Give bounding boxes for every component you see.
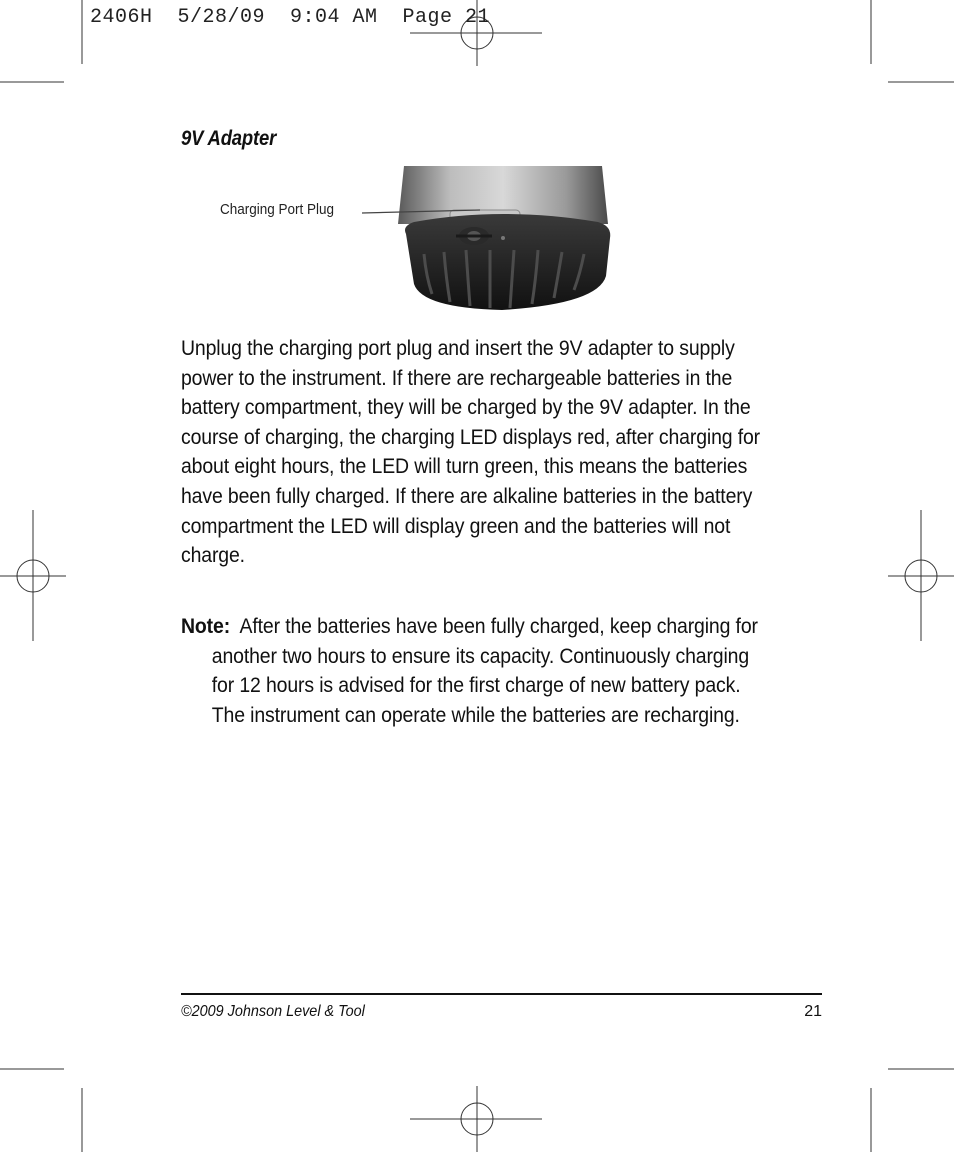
note-first-line: After the batteries have been fully charged, keep charging for bbox=[239, 614, 758, 638]
body-line: battery compartment, they will be charged by the 9V adapter. In the bbox=[181, 395, 751, 420]
footer-divider bbox=[181, 993, 822, 995]
body-line: compartment the LED will display green and the batteries will not bbox=[181, 513, 731, 538]
note-line: another two hours to ensure its capacity. Continuously charging bbox=[211, 643, 750, 668]
note-line: The instrument can operate while the batteries are recharging. bbox=[211, 702, 740, 727]
instrument-base-photo bbox=[362, 164, 622, 314]
body-line: charge. bbox=[181, 543, 245, 568]
note-line: for 12 hours is advised for the first charge of new battery pack. bbox=[211, 673, 741, 698]
note-block bbox=[181, 612, 815, 730]
body-line: Unplug the charging port plug and insert the 9V adapter to supply bbox=[181, 336, 735, 360]
body-line: power to the instrument. If there are rechargeable batteries in the bbox=[181, 365, 733, 390]
body-paragraph bbox=[181, 334, 815, 571]
page-number: 21 bbox=[804, 1003, 822, 1020]
figure-callout-label: Charging Port Plug bbox=[220, 201, 335, 218]
print-slug-line: 2406H 5/28/09 9:04 AM Page 21 bbox=[90, 6, 491, 29]
body-line: about eight hours, the LED will turn green, this means the batteries bbox=[181, 454, 748, 479]
body-line: course of charging, the charging LED displays red, after charging for bbox=[181, 424, 761, 449]
section-heading: 9V Adapter bbox=[181, 127, 277, 150]
note-label: Note: bbox=[181, 614, 231, 638]
footer-copyright: ©2009 Johnson Level & Tool bbox=[181, 1003, 365, 1020]
body-line: have been fully charged. If there are alkaline batteries in the battery bbox=[181, 483, 753, 508]
